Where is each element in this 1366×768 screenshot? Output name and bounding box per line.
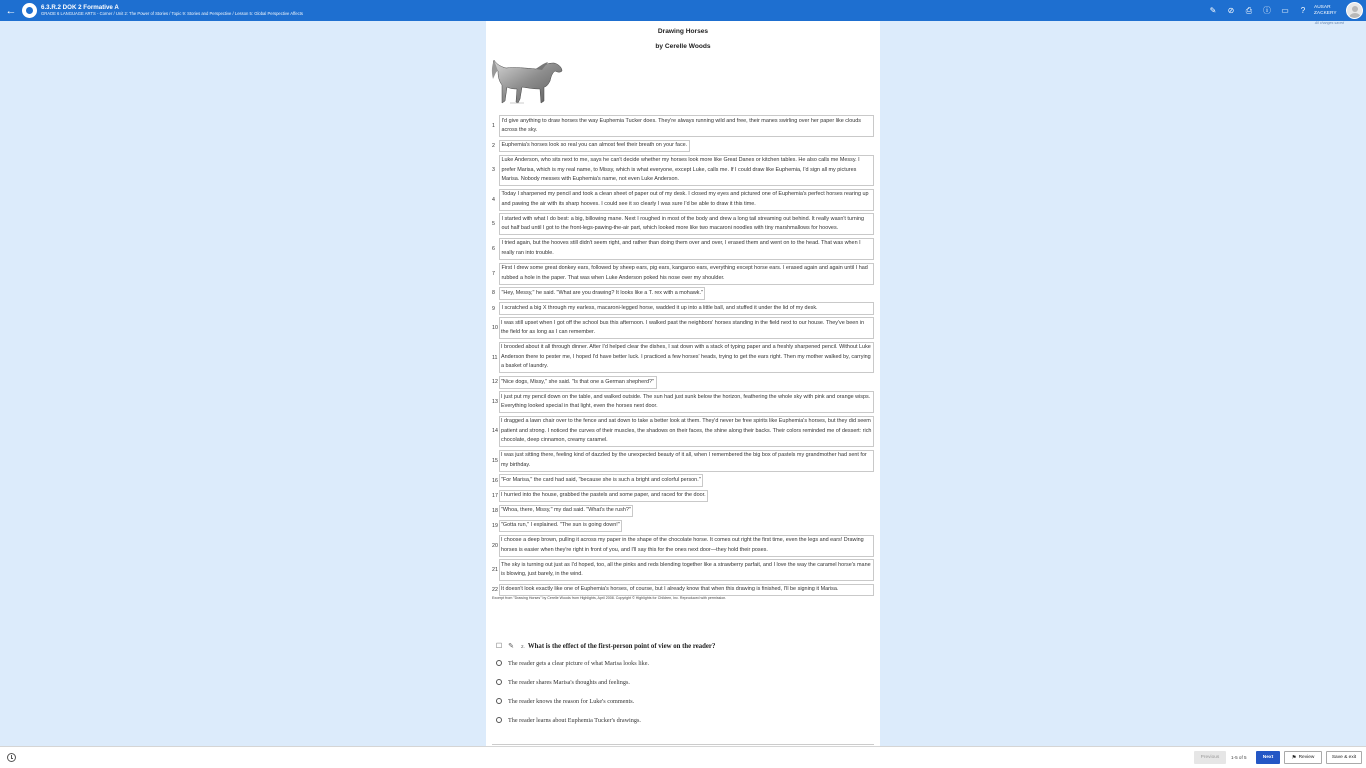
help-icon[interactable]: ?	[1300, 6, 1306, 15]
paragraph-text[interactable]: "Whoa, there, Missy," my dad said. "What's the rush?"	[499, 505, 633, 518]
paragraph-number: 6	[492, 245, 495, 252]
paragraph-text[interactable]: I dragged a lawn chair over to the fence and sat down to take a better look at them. They'd never be free spirits like Euphemia's horses, but they did seem patient and strong. I noticed the curves of their muscles, the shadows on their faces, the shine along their backs. Their colors reminded me of dessert: rich chocolate, deep cinnamon, creamy caramel.	[499, 416, 874, 448]
paragraph-number: 12	[492, 379, 498, 386]
paragraph-text[interactable]: "Gotta run," I explained. "The sun is going down!"	[499, 520, 622, 533]
paragraph	[492, 317, 874, 339]
breadcrumb: GRADE 6 LANGUAGE ARTS - Corner / Unit 2: The Power of Stories / Topic 9: Stories and Perspective / Lesson 5: Global Perspective Affects	[41, 11, 303, 17]
answer-option[interactable]	[496, 658, 874, 668]
paragraph	[492, 115, 874, 137]
assessment-title: 6.3.R.2 DOK 2 Formative A	[41, 3, 119, 11]
title-block	[41, 5, 303, 17]
paragraph-text[interactable]: Euphemia's horses look so real you can almost feel their breath on your face.	[499, 140, 690, 153]
paragraph-number: 11	[492, 354, 498, 361]
paragraph-text[interactable]: Today I sharpened my pencil and took a clean sheet of paper out of my desk. I closed my eyes and pictured one of Euphemia's perfect horses rearing up and pawing the air with its sharp hooves. I could see it so clearly I was sure I'd be able to draw it this time.	[499, 189, 874, 211]
next-button[interactable]: Next	[1256, 751, 1280, 764]
answer-option[interactable]	[496, 696, 874, 706]
answer-option[interactable]	[496, 715, 874, 725]
back-arrow-icon[interactable]: ←	[5, 4, 17, 17]
paragraph	[492, 287, 874, 300]
answer-option-text: The reader shares Marisa's thoughts and feelings.	[508, 678, 630, 686]
footer-bar	[0, 746, 1366, 768]
save-exit-button[interactable]: Save & exit	[1326, 751, 1362, 764]
paragraph	[492, 189, 874, 211]
review-label: Review	[1298, 755, 1315, 760]
paragraph-text[interactable]: I tried again, but the hooves still didn't seem right, and rather than doing them over and over, I erased them and went on to the head. That was when I really ran into trouble.	[499, 238, 874, 260]
flag-icon: ⚑	[1291, 754, 1297, 761]
paragraph-text[interactable]: I'd give anything to draw horses the way Euphemia Tucker does. They're always running wild and free, their manes swirling over her paper like clouds across the sky.	[499, 115, 874, 137]
previous-button[interactable]: Previous	[1194, 751, 1226, 764]
paragraph-text[interactable]: I scratched a big X through my earless, macaroni-legged horse, wadded it up into a little ball, and stuffed it under the lid of my desk.	[499, 302, 874, 315]
school-logo	[22, 3, 37, 18]
paragraph-number: 22	[492, 587, 498, 594]
top-bar	[0, 0, 1366, 21]
divider	[492, 744, 874, 745]
review-button[interactable]	[1284, 751, 1322, 764]
save-status: All changes saved	[1314, 21, 1344, 25]
paragraph-number: 10	[492, 325, 498, 332]
answer-option-text: The reader learns about Euphemia Tucker's drawings.	[508, 716, 641, 724]
paragraph	[492, 302, 874, 315]
paragraph-text[interactable]: The sky is turning out just as I'd hoped, too, all the pinks and reds blending together like a strawberry parfait, and I love the way the caramel horse's mane is blowing, just barely, in the wind.	[499, 559, 874, 581]
paragraph-text[interactable]: "Hey, Messy," he said. "What are you drawing? It looks like a T. rex with a mohawk."	[499, 287, 705, 300]
paragraph	[492, 505, 874, 518]
paragraph-text[interactable]: Luke Anderson, who sits next to me, says he can't decide whether my horses look more like Great Danes or kitchen tables. He also calls me Messy. I prefer Marisa, which is my real name, to Missy, which is what everyone, except Luke, calls me. If I could draw like Euphemia, I'd sign all my pictures Marisa. Nobody messes with Euphemia's name, not even Luke Anderson.	[499, 155, 874, 187]
paragraph-number: 13	[492, 399, 498, 406]
info-icon[interactable]: ⓘ	[1263, 6, 1271, 15]
paragraph-text[interactable]: I started with what I do best: a big, billowing mane. Next I roughed in most of the body and drew a long tail streaming out behind. It really wasn't turning out half bad until I got to the front-legs-pawing-the-air part, which looked more like two macaroni noodles with tiny marshmallows for hooves.	[499, 213, 874, 235]
paragraph-number: 2	[492, 142, 495, 149]
paragraph	[492, 535, 874, 557]
paragraph	[492, 391, 874, 413]
note-icon[interactable]: ✎	[508, 643, 514, 650]
story-author: by Cerelle Woods	[655, 43, 711, 50]
paragraph	[492, 213, 874, 235]
avatar[interactable]	[1346, 2, 1363, 19]
radio-button[interactable]	[496, 660, 502, 666]
paragraph-text[interactable]: I brooded about it all through dinner. After I'd helped clear the dishes, I sat down with a stack of typing paper and a freshly sharpened pencil. Without Luke Anderson there to pester me, I hoped I'd have better luck. I practiced a few horses' heads, trying to get the ears right. Then my mother walked by, carrying a basket of laundry.	[499, 342, 874, 374]
radio-button[interactable]	[496, 679, 502, 685]
paragraph	[492, 263, 874, 285]
question-block	[494, 641, 874, 725]
paragraph-text[interactable]: First I drew some great donkey ears, followed by sheep ears, pig ears, kangaroo ears, everything except horse ears. I erased again and again until I had rubbed a hole in the paper. That was when Luke Anderson poked his nose over my shoulder.	[499, 263, 874, 285]
paragraph-text[interactable]: I choose a deep brown, pulling it across my paper in the shape of the chocolate horse. It comes out right the first time, even the legs and ears! Drawing horses is easier when they're right in front of you, and I'll say this for the ones next door—they hold their poses.	[499, 535, 874, 557]
question-header	[494, 641, 874, 651]
paragraph-number: 17	[492, 492, 498, 499]
paragraph	[492, 584, 874, 597]
print-icon[interactable]: ⎙	[1245, 5, 1253, 15]
question-text: What is the effect of the first-person point of view on the reader?	[527, 642, 716, 650]
paragraph-number: 14	[492, 428, 498, 435]
paragraph-number: 3	[492, 167, 495, 174]
paragraph	[492, 238, 874, 260]
content-panel[interactable]	[486, 21, 880, 746]
user-last-name: ZACKERY	[1314, 10, 1337, 16]
paragraph	[492, 416, 874, 448]
paragraph-number: 8	[492, 290, 495, 297]
story-paragraphs	[492, 115, 874, 599]
paragraph-text[interactable]: I was just sitting there, feeling kind of dazzled by the unexpected beauty of it all, when I remembered the big box of pastels my grandmother had sent for my birthday.	[499, 450, 874, 472]
paragraph-number: 19	[492, 522, 498, 529]
paragraph-text[interactable]: I just put my pencil down on the table, and walked outside. The sun had just sunk below the horizon, feathering the whole sky with pink and orange wisps. Everything looked special in that light, even the horses next door.	[499, 391, 874, 413]
paragraph-number: 15	[492, 457, 498, 464]
paragraph-number: 20	[492, 542, 498, 549]
paragraph-number: 16	[492, 477, 498, 484]
paragraph-text[interactable]: It doesn't look exactly like one of Euphemia's horses, of course, but I already know that when this drawing is finished, I'll be signing it Marisa.	[499, 584, 874, 597]
excerpt-credit: Excerpt from "Drawing Horses" by Cerelle Woods from Highlights, April 2008. Copyright © Highlights for Children, Inc. Reproduced with permission.	[492, 596, 727, 600]
paragraph	[492, 474, 874, 487]
answer-option-text: The reader knows the reason for Luke's comments.	[508, 697, 635, 705]
paragraph-number: 18	[492, 507, 498, 514]
comment-icon[interactable]: ▭	[1281, 6, 1289, 15]
paragraph	[492, 490, 874, 503]
bookmark-icon[interactable]: ☐	[495, 643, 503, 650]
paragraph-number: 5	[492, 221, 495, 228]
paragraph-text[interactable]: I hurried into the house, grabbed the pastels and some paper, and raced for the door.	[499, 490, 708, 503]
pencil-icon[interactable]: ✎	[1209, 6, 1217, 15]
radio-button[interactable]	[496, 698, 502, 704]
user-first-name: AUSAR	[1314, 5, 1331, 10]
toolbar	[1204, 0, 1312, 21]
question-number: 2.	[521, 643, 525, 649]
paragraph	[492, 155, 874, 187]
paragraph	[492, 342, 874, 374]
paragraph	[492, 450, 874, 472]
paragraph-text[interactable]: I was still upset when I got off the school bus this afternoon. I walked past the neighbors' horses standing in the field next to our house. They've been in the field for as long as I can remember.	[499, 317, 874, 339]
paragraph-number: 7	[492, 270, 495, 277]
story-title: Drawing Horses	[657, 28, 709, 35]
paragraph-text[interactable]: "Nice dogs, Missy," she said. "Is that one a German shepherd?"	[499, 376, 657, 389]
user-name[interactable]	[1314, 5, 1342, 16]
paragraph-number: 21	[492, 567, 498, 574]
radio-button[interactable]	[496, 717, 502, 723]
paragraph-number: 9	[492, 305, 495, 312]
paragraph-number: 4	[492, 196, 495, 203]
paragraph	[492, 559, 874, 581]
paragraph	[492, 520, 874, 533]
answer-option[interactable]	[496, 677, 874, 687]
paragraph	[492, 376, 874, 389]
paragraph-number: 1	[492, 123, 495, 129]
no-entry-icon[interactable]: ⊘	[1227, 6, 1235, 15]
clock-icon[interactable]	[7, 753, 16, 762]
page-count: 1-5 of 5	[1231, 755, 1247, 760]
horse-illustration	[490, 57, 564, 107]
paragraph-text[interactable]: "For Marisa," the card had said, "because she is such a bright and colorful person."	[499, 474, 703, 487]
answer-option-text: The reader gets a clear picture of what Marisa looks like.	[508, 659, 650, 667]
paragraph	[492, 140, 874, 153]
